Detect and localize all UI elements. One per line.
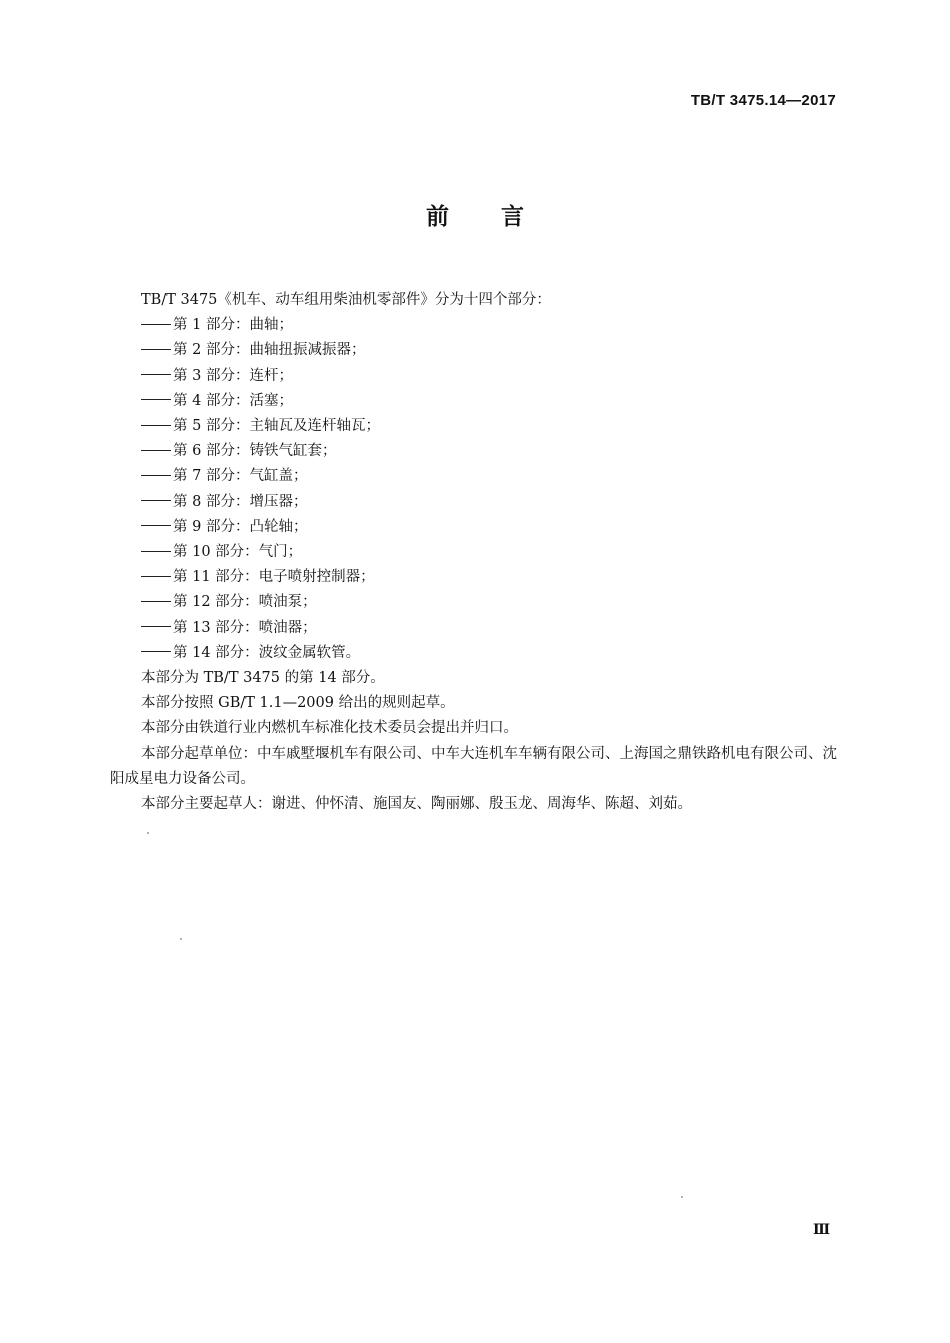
scan-speck bbox=[681, 1196, 683, 1198]
proposed-by-paragraph: 本部分由铁道行业内燃机车标准化技术委员会提出并归口。 bbox=[141, 720, 518, 737]
scan-speck bbox=[147, 832, 149, 834]
em-dash bbox=[141, 551, 171, 552]
scan-speck bbox=[180, 938, 182, 940]
list-item: 第 7 部分：气缸盖； bbox=[110, 464, 840, 489]
em-dash bbox=[141, 425, 171, 426]
list-item: 第 13 部分：喷油器； bbox=[110, 616, 840, 641]
list-item: 第 5 部分：主轴瓦及连杆轴瓦； bbox=[110, 414, 840, 439]
page-title: 前言 bbox=[426, 204, 576, 230]
intro-paragraph: TB/T 3475《机车、动车组用柴油机零部件》分为十四个部分： bbox=[141, 292, 551, 308]
em-dash bbox=[141, 324, 171, 325]
em-dash bbox=[141, 576, 171, 577]
list-item: 第 4 部分：活塞； bbox=[110, 389, 840, 414]
em-dash bbox=[141, 374, 171, 375]
drafting-units-paragraph: 本部分起草单位：中车戚墅堰机车有限公司、中车大连机车车辆有限公司、上海国之鼎铁路机电有限公司、沈阳成星电力设备公司。 bbox=[110, 745, 837, 787]
em-dash bbox=[141, 349, 171, 350]
part-of-paragraph: 本部分为 TB/T 3475 的第 14 部分。 bbox=[141, 670, 385, 687]
em-dash bbox=[141, 475, 171, 476]
list-item: 第 8 部分：增压器； bbox=[110, 490, 840, 515]
em-dash bbox=[141, 399, 171, 400]
em-dash bbox=[141, 450, 171, 451]
em-dash bbox=[141, 626, 171, 627]
page-number: Ⅲ bbox=[812, 1222, 830, 1238]
list-item: 第 2 部分：曲轴扭振减振器； bbox=[110, 338, 840, 363]
list-item: 第 11 部分：电子喷射控制器； bbox=[110, 565, 840, 590]
list-item: 第 12 部分：喷油泵； bbox=[110, 590, 840, 615]
drafting-rules-paragraph: 本部分按照 GB/T 1.1—2009 给出的规则起草。 bbox=[141, 695, 455, 712]
list-item: 第 1 部分：曲轴； bbox=[110, 313, 840, 338]
list-item: 第 9 部分：凸轮轴； bbox=[110, 515, 840, 540]
em-dash bbox=[141, 601, 171, 602]
list-item: 第 10 部分：气门； bbox=[110, 540, 840, 565]
parts-list bbox=[110, 313, 840, 666]
em-dash bbox=[141, 651, 171, 652]
foreword-body bbox=[110, 288, 840, 817]
drafters-paragraph: 本部分主要起草人：谢进、仲怀清、施国友、陶丽娜、殷玉龙、周海华、陈超、刘茹。 bbox=[141, 796, 692, 813]
standard-code: TB/T 3475.14—2017 bbox=[690, 92, 836, 109]
em-dash bbox=[141, 500, 171, 501]
list-item: 第 14 部分：波纹金属软管。 bbox=[110, 641, 840, 666]
list-item: 第 3 部分：连杆； bbox=[110, 364, 840, 389]
list-item: 第 6 部分：铸铁气缸套； bbox=[110, 439, 840, 464]
em-dash bbox=[141, 525, 171, 526]
